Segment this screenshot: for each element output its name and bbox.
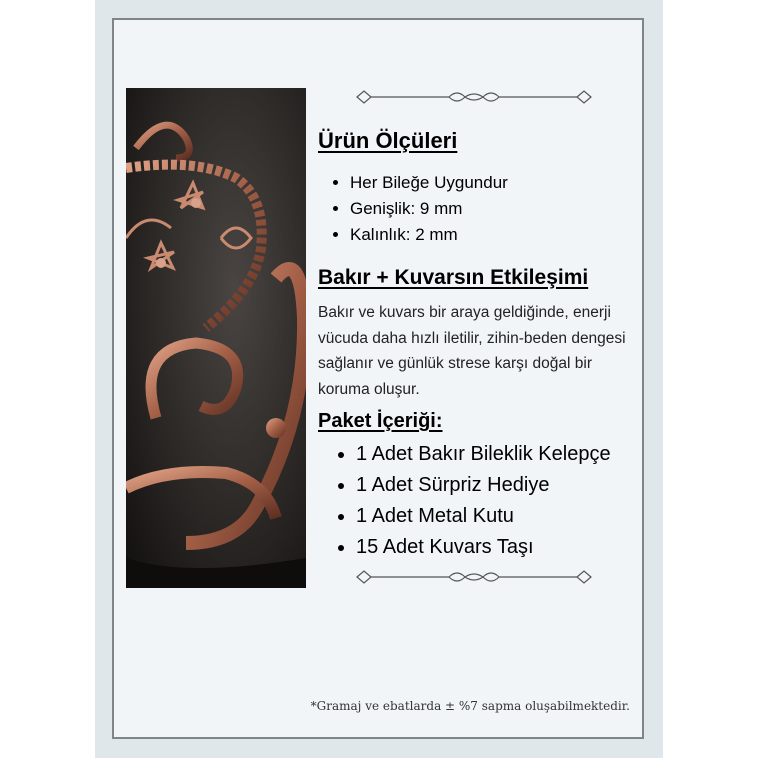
section-title-etkilesim: Bakır + Kuvarsın Etkileşimi — [318, 266, 589, 289]
section-title-paket: Paket İçeriği: — [318, 410, 443, 432]
list-item: • 15 Adet Kuvars Taşı — [356, 532, 611, 563]
etkilesim-paragraph: Bakır ve kuvars bir araya geldiğinde, enerji vücuda daha hızlı iletilir, zihin-beden dengesi sağlanır ve günlük strese karşı doğal bir koruma oluşur. — [318, 304, 626, 398]
ornament-divider-icon — [355, 87, 593, 107]
list-item: • Her Bileğe Uygundur — [350, 170, 508, 196]
product-photo — [126, 88, 306, 588]
olculer-list — [330, 170, 508, 248]
list-item: • Genişlik: 9 mm — [350, 196, 508, 222]
list-item: • 1 Adet Sürpriz Hediye — [356, 470, 611, 501]
section-title-olculer: Ürün Ölçüleri — [318, 128, 458, 153]
footnote: *Gramaj ve ebatlarda ± %7 sapma oluşabilmektedir. — [310, 699, 630, 713]
paket-list — [336, 439, 611, 563]
ornament-divider-icon — [355, 567, 593, 587]
list-item: • 1 Adet Bakır Bileklik Kelepçe — [356, 439, 611, 470]
list-item: • Kalınlık: 2 mm — [350, 222, 508, 248]
list-item: • 1 Adet Metal Kutu — [356, 501, 611, 532]
